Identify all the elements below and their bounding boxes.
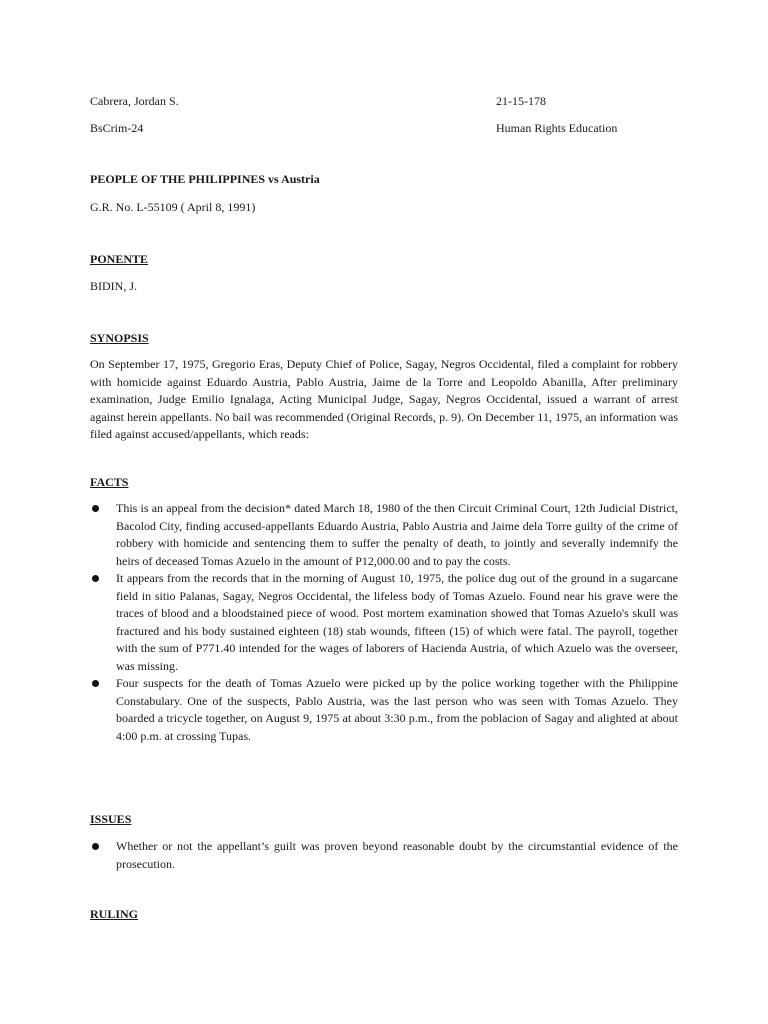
fact-text: This is an appeal from the decision* dated March 18, 1980 of the then Circuit Criminal Court, 12th Judicial District, Bacolod City, finding accused-appellants Eduardo Austria, Pablo Austria and Jaime dela Torre guilty of the crime of robbery with homicide and sentencing them to suffer the penalty of death, to jointly and severally indemnify the heirs of deceased Tomas Azuelo in the amount of P12,000.00 and to pay the costs. (116, 501, 678, 568)
bullet-icon (92, 680, 99, 687)
ponente-heading: PONENTE (90, 252, 149, 266)
facts-heading: FACTS (90, 475, 129, 489)
fact-text: It appears from the records that in the morning of August 10, 1975, the police dug out of the ground in a sugarcane field in sitio Palanas, Sagay, Negros Occidental, the lifeless body of Tomas Azuelo. Found near his grave were the traces of blood and a bloodstained piece of wood. Post mortem examination showed that Tomas Azuelo's skull was fractured and his body sustained eighteen (18) stab wounds, fifteen (15) of which were fatal. The payroll, together with the sum of P771.40 intended for the wages of laborers of Hacienda Austria, of which Azuelo was the overseer, was missing. (116, 571, 678, 673)
ruling-heading: RULING (90, 907, 139, 921)
bullet-icon (92, 505, 99, 512)
case-title: PEOPLE OF THE PHILIPPINES vs Austria (90, 172, 320, 186)
list-item (90, 570, 678, 675)
issues-list (90, 838, 678, 873)
fact-text: Four suspects for the death of Tomas Azuelo were picked up by the police working together with the Philippine Constabulary. One of the suspects, Pablo Austria, was the last person who was seen with Tomas Azuelo. They boarded a tricycle together, on August 9, 1975 at about 3:30 p.m., from the poblacion of Sagay and alighted at about 4:00 p.m. at crossing Tupas. (116, 676, 678, 743)
student-id: 21-15-178 (496, 94, 546, 108)
subject-name: Human Rights Education (496, 121, 618, 135)
bullet-icon (92, 575, 99, 582)
list-item (90, 675, 678, 745)
list-item (90, 838, 678, 873)
ponente-name: BIDIN, J. (90, 279, 137, 293)
issues-heading: ISSUES (90, 812, 132, 826)
student-name: Cabrera, Jordan S. (90, 94, 179, 108)
student-section: BsCrim-24 (90, 121, 144, 135)
bullet-icon (92, 843, 99, 850)
issue-text: Whether or not the appellant’s guilt was proven beyond reasonable doubt by the circumstantial evidence of the prosecution. (116, 839, 678, 871)
synopsis-text: On September 17, 1975, Gregorio Eras, Deputy Chief of Police, Sagay, Negros Occidental, filed a complaint for robbery with homicide against Eduardo Austria, Pablo Austria, Jaime de la Torre and Leopoldo Abanilla, After preliminary examination, Judge Emilio Ignalaga, Acting Municipal Judge, Sagay, Negros Occidental, issued a warrant of arrest against herein appellants. No bail was recommended (Original Records, p. 9). On December 11, 1975, an information was filed against accused/appellants, which reads: (90, 357, 678, 441)
synopsis-heading: SYNOPSIS (90, 331, 149, 345)
list-item (90, 500, 678, 570)
case-gr-number: G.R. No. L-55109 ( April 8, 1991) (90, 200, 256, 214)
facts-list (90, 500, 678, 745)
